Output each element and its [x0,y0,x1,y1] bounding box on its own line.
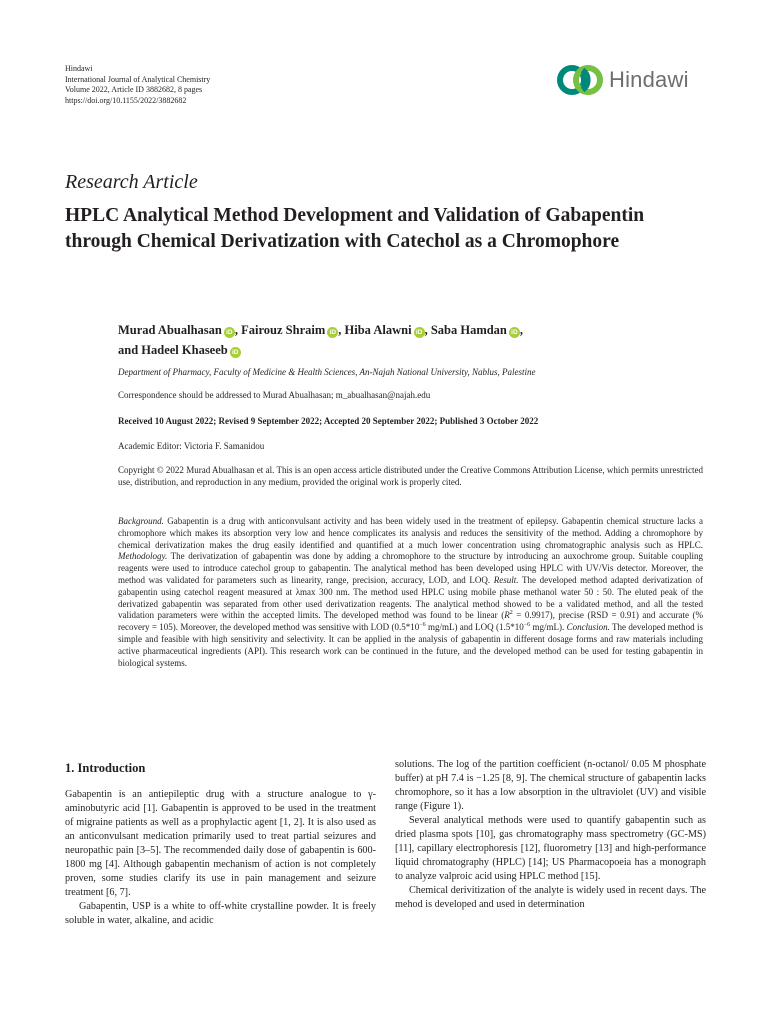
abstract-conclusion: The developed method is simple and feasible with high sensitivity and selectivity. It can be applied in the analysis of gabapentin in different dosage forms and raw materials including active pharmaceutical ingredients (API). This research work can be continued in the future, and the developed method can be used for testing gabapentin in biological systems. [118,622,704,668]
publication-dates: Received 10 August 2022; Revised 9 September 2022; Accepted 20 September 2022; Published 3 October 2022 [118,416,539,426]
lod-exponent: −6 [419,622,426,629]
abstract-result-label: Result. [493,574,519,585]
body-paragraph: solutions. The log of the partition coefficient (n-octanol/ 0.05 M phosphate buffer) at pH 7.4 is −1.25 [8, 9]. The chemical structure of gabapentin lacks chromophore, so it has a low absorption in the ultraviolet (UV) and visible range (Figure 1). [395,759,706,812]
body-column-right [395,758,706,912]
author-separator: , [338,323,345,337]
correspondence: Correspondence should be addressed to Murad Abualhasan; m_abualhasan@najah.edu [118,390,431,400]
affiliation: Department of Pharmacy, Faculty of Medicine & Health Sciences, An-Najah National University, Nablus, Palestine [118,367,536,377]
orcid-icon[interactable]: iD [224,327,235,338]
doi-link[interactable]: https://doi.org/10.1155/2022/3882682 [65,95,187,105]
body-column-left [65,758,376,928]
abstract [118,516,703,669]
body-paragraph: Gabapentin is an antiepileptic drug with a structure analogue to γ-aminobutyric acid [1]. Gabapentin is approved to be used in the treatment of migraine patients as well as a prophylactic agent [1, 2]. It is also used as an anticonvulsant medication primarily used to treat partial seizures and neuropathic pain [3–5]. The recommended daily dose of gabapentin is 600-1800 mg [4]. Although gabapentin mechanism of action is not completely proven, some studies clarify its use in pain management and seizure treatment [6, 7]. [65,789,376,898]
section-heading-introduction: 1. Introduction [65,761,146,775]
author-separator: , [234,323,242,337]
loq-exponent: −6 [523,622,531,629]
author-name: Saba Hamdan [430,323,507,337]
hindawi-logo-text: Hindawi [609,67,689,92]
body-paragraph: Gabapentin, USP is a white to off-white crystalline powder. It is freely soluble in water, alkaline, and acidic [65,901,376,926]
body-paragraph: Chemical derivitization of the analyte is widely used in recent days. The mehod is developed and used in determination [395,885,706,910]
body-paragraph: Several analytical methods were used to quantify gabapentin such as dried plasma spots [10], gas chromatography mass spectrometry (GC-MS) [11], capillary electrophoresis [12], fluorometry [13] and high-performance liquid chromatography (HPLC) [14]; US Pharmacopoeia has a monograph to analyze valproic acid using HPLC method [15]. [395,815,706,882]
r-squared-symbol: R [504,610,510,621]
author-separator: , [519,323,524,337]
article-type: Research Article [65,171,198,193]
author-separator: , [424,323,431,337]
publisher-name: Hindawi [65,64,93,73]
author-name: and Hadeel Khaseeb [118,343,228,357]
abstract-conclusion-label: Conclusion. [566,622,610,633]
academic-editor: Academic Editor: Victoria F. Samanidou [118,441,265,451]
author-name: Hiba Alawni [344,323,412,337]
abstract-background: Gabapentin is a drug with anticonvulsant activity and has been widely used in the treatment of epilepsy. Gabapentin chemical structure lacks a chromophore which makes its absorption very low and hence complicates its analysis and reduces the sensitivity of the method. Adding a chromophore by chemical derivatization makes the drug easily identified and quantified at a much lower concentration using chromatographic analysis such as HPLC. [118,516,703,550]
orcid-icon[interactable]: iD [509,327,520,338]
abstract-methodology-label: Methodology. [118,551,168,562]
abstract-methodology: The derivatization of gabapentin was done by adding a chromophore to the structure by introducing an auxochrome group. Suitable coupling reagents were used to introduce catechol group to gabapentin. The analytical method has been developed using HPLC with UV/Vis detector. Moreover, the method was validated for parameters such as linearity, range, precision, accuracy, LOD, and LOQ. [118,551,703,585]
hindawi-logo [556,62,706,98]
journal-info [65,64,210,106]
abstract-background-label: Background. [118,516,164,526]
author-name: Murad Abualhasan [118,323,222,337]
orcid-icon[interactable]: iD [414,327,425,338]
r-squared-exponent: 2 [509,610,513,617]
abstract-result: = 0.9917), precise (RSD = 0.91) and accurate (% recovery = 105). Moreover, the developed method was sensitive with LOD (0.5*10 [118,610,703,633]
abstract-result: mg/mL). [530,622,567,633]
abstract-result: The developed method adapted derivatization of gabapentin using catechol reagent measured at λmax 300 nm. The method used HPLC using mobile phase methanol water 50 : 50. The eluted peak of the derivatized gabapentin was separated from other used derivatization reagents. The analytical method showed to be a validated method, and all the tested validation parameters were within the accepted limits. The developed method was found to be linear ( [118,574,703,621]
orcid-icon[interactable]: iD [327,327,338,338]
orcid-icon[interactable]: iD [230,347,241,358]
abstract-result: mg/mL) and LOQ (1.5*10 [425,622,524,633]
author-list [118,320,678,360]
author-name: Fairouz Shraim [241,323,326,337]
journal-name: International Journal of Analytical Chemistry [65,74,211,84]
volume-line: Volume 2022, Article ID 3882682, 8 pages [65,85,203,94]
hindawi-logo-icon [556,62,606,98]
copyright-notice: Copyright © 2022 Murad Abualhasan et al. This is an open access article distributed under the Creative Commons Attribution License, which permits unrestricted use, distribution, and reproduction in any medium, provided the original work is properly cited. [118,465,703,487]
article-title: HPLC Analytical Method Development and Validation of Gabapentin through Chemical Derivatization with Catechol as a Chromophore [65,205,645,252]
